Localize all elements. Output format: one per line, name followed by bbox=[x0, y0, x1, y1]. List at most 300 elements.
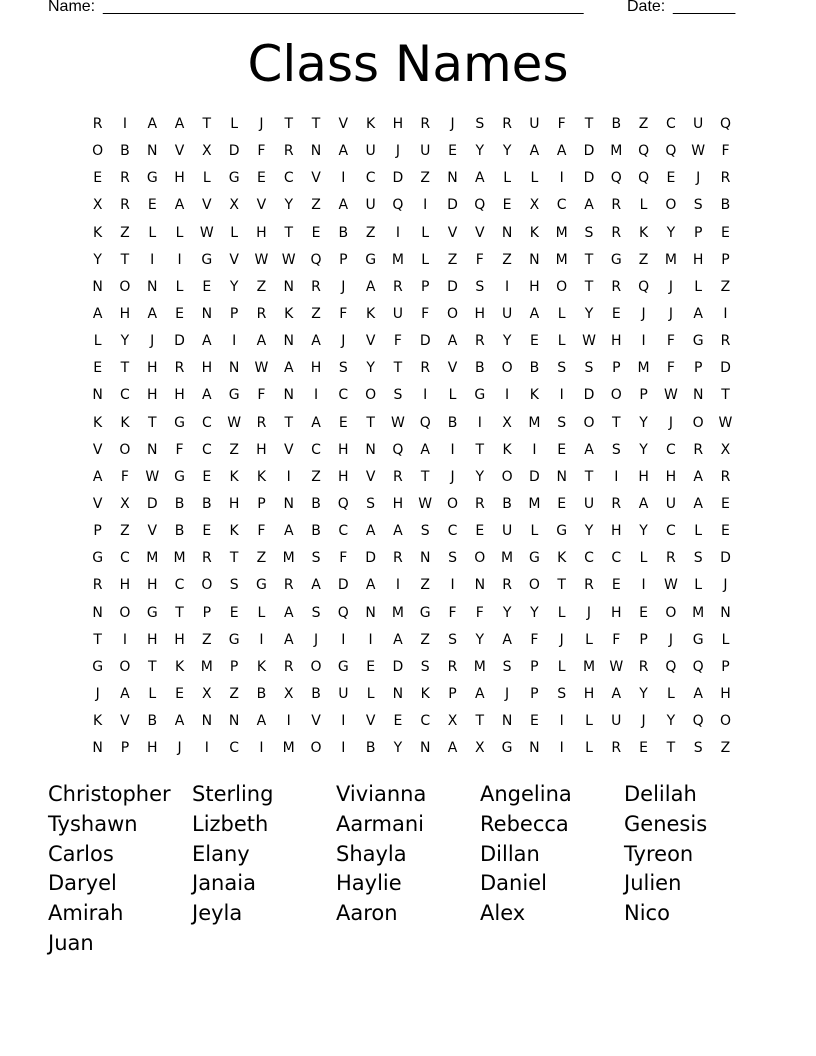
grid-letter[interactable]: L bbox=[557, 305, 566, 322]
grid-letter[interactable]: O bbox=[119, 658, 131, 675]
grid-letter[interactable]: N bbox=[419, 740, 431, 757]
grid-letter[interactable]: I bbox=[395, 224, 400, 241]
grid-letter[interactable]: T bbox=[584, 468, 594, 485]
grid-letter[interactable]: R bbox=[283, 143, 294, 160]
grid-letter[interactable]: S bbox=[311, 604, 321, 621]
grid-letter[interactable]: H bbox=[692, 251, 704, 268]
grid-letter[interactable]: M bbox=[528, 495, 541, 512]
grid-letter[interactable]: E bbox=[202, 523, 212, 540]
grid-letter[interactable]: Q bbox=[638, 278, 650, 295]
grid-letter[interactable]: Z bbox=[120, 224, 130, 241]
grid-letter[interactable]: V bbox=[447, 224, 458, 241]
grid-letter[interactable]: I bbox=[559, 740, 564, 757]
grid-letter[interactable]: N bbox=[365, 604, 376, 621]
grid-letter[interactable]: F bbox=[475, 251, 484, 268]
grid-letter[interactable]: Y bbox=[530, 604, 539, 621]
grid-letter[interactable]: U bbox=[338, 685, 349, 702]
grid-letter[interactable]: V bbox=[365, 713, 376, 730]
grid-letter[interactable]: Y bbox=[639, 523, 648, 540]
grid-letter[interactable]: T bbox=[584, 116, 594, 132]
grid-letter[interactable]: N bbox=[419, 550, 431, 567]
grid-letter[interactable]: Q bbox=[474, 197, 486, 214]
grid-letter[interactable]: P bbox=[93, 523, 102, 540]
grid-letter[interactable]: G bbox=[146, 604, 158, 621]
grid-letter[interactable]: R bbox=[720, 468, 731, 485]
grid-letter[interactable]: O bbox=[719, 713, 731, 730]
grid-letter[interactable]: S bbox=[393, 387, 403, 404]
grid-letter[interactable]: J bbox=[559, 631, 564, 648]
grid-letter[interactable]: W bbox=[718, 414, 733, 431]
grid-letter[interactable]: M bbox=[146, 550, 159, 567]
grid-letter[interactable]: U bbox=[693, 116, 704, 132]
grid-letter[interactable]: J bbox=[668, 278, 673, 295]
grid-letter[interactable]: A bbox=[638, 495, 649, 512]
grid-letter[interactable]: E bbox=[257, 170, 266, 187]
grid-letter[interactable]: T bbox=[284, 116, 293, 132]
grid-letter[interactable]: F bbox=[257, 523, 266, 540]
grid-letter[interactable]: N bbox=[92, 278, 103, 295]
grid-letter[interactable]: H bbox=[256, 441, 267, 458]
grid-letter[interactable]: R bbox=[502, 116, 512, 132]
grid-letter[interactable]: Z bbox=[720, 278, 731, 295]
grid-letter[interactable]: Q bbox=[719, 116, 731, 132]
grid-letter[interactable]: I bbox=[341, 740, 346, 757]
grid-letter[interactable]: A bbox=[92, 305, 103, 322]
grid-letter[interactable]: B bbox=[475, 360, 485, 377]
grid-letter[interactable]: E bbox=[202, 468, 212, 485]
grid-letter[interactable]: B bbox=[611, 116, 622, 132]
grid-letter[interactable]: V bbox=[229, 251, 239, 268]
grid-letter[interactable]: A bbox=[693, 305, 703, 322]
grid-letter[interactable]: D bbox=[583, 143, 595, 160]
grid-letter[interactable]: H bbox=[611, 604, 622, 621]
grid-letter[interactable]: R bbox=[447, 658, 458, 675]
grid-letter[interactable]: I bbox=[341, 713, 346, 730]
grid-letter[interactable]: N bbox=[501, 224, 513, 241]
grid-letter[interactable]: M bbox=[555, 251, 568, 268]
grid-letter[interactable]: T bbox=[475, 441, 485, 458]
grid-letter[interactable]: E bbox=[639, 740, 649, 757]
grid-letter[interactable]: E bbox=[229, 604, 239, 621]
grid-letter[interactable]: M bbox=[391, 251, 404, 268]
grid-letter[interactable]: D bbox=[392, 170, 404, 187]
grid-letter[interactable]: S bbox=[584, 360, 594, 377]
grid-letter[interactable]: C bbox=[338, 523, 349, 540]
grid-letter[interactable]: P bbox=[420, 278, 430, 295]
grid-letter[interactable]: Q bbox=[665, 658, 677, 675]
grid-letter[interactable]: C bbox=[420, 713, 431, 730]
grid-letter[interactable]: H bbox=[146, 740, 158, 757]
grid-letter[interactable]: I bbox=[259, 631, 264, 648]
grid-letter[interactable]: B bbox=[720, 197, 731, 214]
grid-letter[interactable]: P bbox=[612, 360, 621, 377]
grid-letter[interactable]: L bbox=[585, 631, 593, 648]
grid-letter[interactable]: K bbox=[174, 658, 185, 675]
grid-letter[interactable]: K bbox=[638, 224, 649, 241]
grid-letter[interactable]: L bbox=[148, 224, 157, 241]
grid-letter[interactable]: X bbox=[120, 495, 130, 512]
grid-letter[interactable]: U bbox=[501, 523, 513, 540]
grid-letter[interactable]: V bbox=[174, 143, 185, 160]
grid-letter[interactable]: T bbox=[311, 116, 321, 132]
grid-letter[interactable]: G bbox=[228, 631, 240, 648]
grid-letter[interactable]: Q bbox=[337, 495, 349, 512]
grid-letter[interactable]: Y bbox=[366, 360, 375, 377]
grid-letter[interactable]: A bbox=[529, 305, 540, 322]
grid-letter[interactable]: S bbox=[475, 116, 485, 132]
grid-letter[interactable]: U bbox=[392, 305, 404, 322]
grid-letter[interactable]: N bbox=[92, 740, 103, 757]
grid-letter[interactable]: Q bbox=[337, 604, 349, 621]
grid-letter[interactable]: P bbox=[693, 360, 703, 377]
grid-letter[interactable]: D bbox=[365, 550, 376, 567]
grid-letter[interactable]: O bbox=[556, 278, 568, 295]
grid-letter[interactable]: J bbox=[150, 333, 155, 350]
grid-letter[interactable]: G bbox=[228, 170, 240, 187]
grid-letter[interactable]: T bbox=[93, 631, 102, 648]
grid-letter[interactable]: H bbox=[338, 441, 349, 458]
grid-letter[interactable]: P bbox=[257, 495, 266, 512]
grid-letter[interactable]: Y bbox=[93, 251, 102, 268]
grid-letter[interactable]: J bbox=[259, 116, 264, 132]
grid-letter[interactable]: H bbox=[119, 577, 131, 594]
grid-letter[interactable]: R bbox=[666, 550, 676, 567]
grid-letter[interactable]: E bbox=[393, 713, 403, 730]
grid-letter[interactable]: Z bbox=[420, 631, 430, 648]
grid-letter[interactable]: G bbox=[501, 740, 513, 757]
grid-letter[interactable]: D bbox=[583, 170, 595, 187]
grid-letter[interactable]: A bbox=[174, 713, 185, 730]
grid-letter[interactable]: F bbox=[612, 631, 621, 648]
grid-letter[interactable]: L bbox=[530, 523, 539, 540]
grid-letter[interactable]: V bbox=[447, 360, 458, 377]
grid-letter[interactable]: S bbox=[693, 550, 703, 567]
grid-letter[interactable]: M bbox=[501, 550, 514, 567]
grid-letter[interactable]: I bbox=[259, 740, 264, 757]
grid-letter[interactable]: F bbox=[339, 305, 348, 322]
grid-letter[interactable]: T bbox=[147, 414, 157, 431]
grid-letter[interactable]: A bbox=[365, 577, 376, 594]
grid-letter[interactable]: N bbox=[92, 604, 103, 621]
grid-letter[interactable]: S bbox=[366, 495, 376, 512]
grid-letter[interactable]: R bbox=[611, 278, 622, 295]
grid-letter[interactable]: H bbox=[474, 305, 486, 322]
grid-letter[interactable]: A bbox=[420, 441, 430, 458]
grid-letter[interactable]: A bbox=[256, 713, 267, 730]
grid-letter[interactable]: G bbox=[692, 631, 704, 648]
grid-letter[interactable]: A bbox=[502, 631, 512, 648]
grid-letter[interactable]: L bbox=[721, 631, 730, 648]
grid-letter[interactable]: O bbox=[365, 387, 377, 404]
grid-letter[interactable]: Y bbox=[475, 631, 485, 648]
grid-letter[interactable]: G bbox=[610, 251, 622, 268]
grid-letter[interactable]: N bbox=[201, 713, 213, 730]
grid-letter[interactable]: I bbox=[368, 631, 373, 648]
grid-letter[interactable]: I bbox=[723, 305, 728, 322]
grid-letter[interactable]: P bbox=[721, 251, 730, 268]
grid-letter[interactable]: K bbox=[229, 468, 239, 485]
grid-letter[interactable]: I bbox=[450, 441, 455, 458]
grid-letter[interactable]: R bbox=[611, 495, 622, 512]
grid-letter[interactable]: R bbox=[174, 360, 185, 377]
grid-letter[interactable]: Y bbox=[502, 604, 512, 621]
grid-letter[interactable]: X bbox=[475, 740, 485, 757]
grid-letter[interactable]: C bbox=[174, 577, 185, 594]
grid-letter[interactable]: D bbox=[174, 333, 185, 350]
grid-letter[interactable]: J bbox=[341, 333, 346, 350]
grid-letter[interactable]: X bbox=[283, 685, 294, 702]
grid-letter[interactable]: J bbox=[341, 278, 346, 295]
grid-letter[interactable]: E bbox=[311, 224, 321, 241]
grid-letter[interactable]: S bbox=[420, 658, 430, 675]
grid-letter[interactable]: N bbox=[92, 387, 103, 404]
grid-letter[interactable]: W bbox=[199, 224, 214, 241]
grid-letter[interactable]: E bbox=[557, 495, 567, 512]
grid-letter[interactable]: K bbox=[366, 305, 376, 322]
grid-letter[interactable]: M bbox=[637, 360, 650, 377]
grid-letter[interactable]: R bbox=[720, 333, 731, 350]
grid-letter[interactable]: D bbox=[720, 550, 731, 567]
grid-letter[interactable]: X bbox=[447, 713, 458, 730]
grid-letter[interactable]: Y bbox=[229, 278, 239, 295]
grid-letter[interactable]: T bbox=[284, 414, 293, 431]
grid-letter[interactable]: I bbox=[477, 414, 482, 431]
grid-letter[interactable]: F bbox=[721, 143, 730, 160]
grid-letter[interactable]: N bbox=[283, 333, 294, 350]
grid-letter[interactable]: L bbox=[530, 170, 539, 187]
grid-letter[interactable]: S bbox=[693, 740, 703, 757]
grid-letter[interactable]: L bbox=[694, 523, 703, 540]
grid-letter[interactable]: N bbox=[283, 387, 294, 404]
grid-letter[interactable]: L bbox=[666, 685, 675, 702]
grid-letter[interactable]: W bbox=[254, 251, 269, 268]
grid-letter[interactable]: V bbox=[338, 116, 349, 132]
grid-letter[interactable]: A bbox=[202, 387, 212, 404]
grid-letter[interactable]: L bbox=[257, 604, 266, 621]
grid-letter[interactable]: F bbox=[339, 550, 348, 567]
grid-letter[interactable]: K bbox=[420, 685, 430, 702]
grid-letter[interactable]: L bbox=[93, 333, 102, 350]
grid-letter[interactable]: Z bbox=[256, 278, 267, 295]
grid-letter[interactable]: N bbox=[720, 604, 731, 621]
grid-letter[interactable]: G bbox=[174, 468, 185, 485]
grid-letter[interactable]: E bbox=[175, 685, 184, 702]
grid-letter[interactable]: A bbox=[283, 360, 294, 377]
grid-letter[interactable]: H bbox=[174, 631, 185, 648]
grid-letter[interactable]: B bbox=[338, 224, 349, 241]
grid-letter[interactable]: V bbox=[365, 468, 376, 485]
grid-letter[interactable]: P bbox=[339, 251, 348, 268]
grid-letter[interactable]: V bbox=[202, 197, 212, 214]
grid-letter[interactable]: Y bbox=[584, 523, 594, 540]
grid-letter[interactable]: Z bbox=[720, 740, 731, 757]
grid-letter[interactable]: N bbox=[147, 441, 158, 458]
grid-letter[interactable]: W bbox=[390, 414, 405, 431]
grid-letter[interactable]: Z bbox=[311, 468, 321, 485]
grid-letter[interactable]: I bbox=[450, 577, 455, 594]
grid-letter[interactable]: E bbox=[529, 333, 539, 350]
grid-letter[interactable]: T bbox=[420, 468, 430, 485]
grid-letter[interactable]: K bbox=[529, 224, 539, 241]
grid-letter[interactable]: Q bbox=[638, 143, 650, 160]
grid-letter[interactable]: F bbox=[421, 305, 430, 322]
grid-letter[interactable]: J bbox=[450, 116, 455, 132]
grid-letter[interactable]: Y bbox=[639, 414, 648, 431]
grid-letter[interactable]: X bbox=[502, 414, 512, 431]
grid-letter[interactable]: H bbox=[119, 305, 131, 322]
grid-letter[interactable]: C bbox=[665, 441, 676, 458]
grid-letter[interactable]: F bbox=[530, 631, 539, 648]
grid-letter[interactable]: A bbox=[475, 685, 485, 702]
grid-letter[interactable]: K bbox=[284, 305, 294, 322]
grid-letter[interactable]: X bbox=[202, 143, 212, 160]
grid-letter[interactable]: N bbox=[501, 713, 513, 730]
grid-letter[interactable]: Y bbox=[666, 713, 676, 730]
grid-letter[interactable]: B bbox=[174, 495, 185, 512]
name-field-line[interactable]: ______________________________________________________ bbox=[103, 0, 584, 15]
grid-letter[interactable]: R bbox=[474, 333, 485, 350]
grid-letter[interactable]: G bbox=[92, 550, 104, 567]
grid-letter[interactable]: V bbox=[311, 713, 321, 730]
grid-letter[interactable]: H bbox=[611, 333, 622, 350]
grid-letter[interactable]: E bbox=[529, 713, 539, 730]
grid-letter[interactable]: H bbox=[611, 523, 622, 540]
grid-letter[interactable]: R bbox=[720, 170, 731, 187]
grid-letter[interactable]: Y bbox=[502, 143, 512, 160]
grid-letter[interactable]: M bbox=[200, 658, 213, 675]
grid-letter[interactable]: L bbox=[585, 713, 593, 730]
grid-letter[interactable]: O bbox=[446, 495, 459, 512]
grid-letter[interactable]: E bbox=[611, 305, 621, 322]
grid-letter[interactable]: H bbox=[146, 631, 158, 648]
grid-letter[interactable]: E bbox=[721, 495, 730, 512]
grid-letter[interactable]: G bbox=[365, 251, 377, 268]
grid-letter[interactable]: I bbox=[122, 631, 128, 648]
grid-letter[interactable]: S bbox=[448, 631, 457, 648]
grid-letter[interactable]: O bbox=[610, 387, 622, 404]
grid-letter[interactable]: L bbox=[448, 387, 457, 404]
grid-letter[interactable]: T bbox=[120, 251, 130, 268]
grid-letter[interactable]: N bbox=[692, 387, 704, 404]
grid-letter[interactable]: O bbox=[528, 577, 540, 594]
grid-letter[interactable]: V bbox=[256, 197, 267, 214]
grid-letter[interactable]: P bbox=[448, 685, 457, 702]
grid-letter[interactable]: V bbox=[311, 170, 321, 187]
grid-letter[interactable]: I bbox=[204, 740, 209, 757]
grid-letter[interactable]: C bbox=[338, 387, 349, 404]
grid-letter[interactable]: O bbox=[119, 604, 131, 621]
grid-letter[interactable]: R bbox=[256, 414, 267, 431]
grid-letter[interactable]: T bbox=[120, 360, 130, 377]
grid-letter[interactable]: W bbox=[254, 360, 269, 377]
grid-letter[interactable]: O bbox=[474, 550, 486, 567]
grid-letter[interactable]: Z bbox=[229, 441, 239, 458]
grid-letter[interactable]: B bbox=[202, 495, 212, 512]
grid-letter[interactable]: I bbox=[559, 387, 564, 404]
grid-letter[interactable]: A bbox=[338, 197, 349, 214]
grid-letter[interactable]: R bbox=[393, 278, 403, 295]
grid-letter[interactable]: O bbox=[446, 305, 459, 322]
date-field-line[interactable]: _______ bbox=[673, 0, 736, 15]
grid-letter[interactable]: U bbox=[529, 116, 540, 132]
grid-letter[interactable]: R bbox=[638, 658, 649, 675]
grid-letter[interactable]: F bbox=[257, 143, 266, 160]
grid-letter[interactable]: A bbox=[475, 170, 485, 187]
grid-letter[interactable]: H bbox=[146, 577, 158, 594]
grid-letter[interactable]: X bbox=[202, 685, 212, 702]
grid-letter[interactable]: A bbox=[256, 333, 267, 350]
grid-letter[interactable]: R bbox=[611, 224, 622, 241]
grid-letter[interactable]: P bbox=[530, 685, 539, 702]
grid-letter[interactable]: B bbox=[529, 360, 540, 377]
grid-letter[interactable]: K bbox=[120, 414, 130, 431]
grid-letter[interactable]: R bbox=[420, 116, 431, 132]
grid-letter[interactable]: M bbox=[664, 251, 677, 268]
grid-letter[interactable]: A bbox=[174, 197, 185, 214]
grid-letter[interactable]: C bbox=[447, 523, 458, 540]
grid-letter[interactable]: I bbox=[286, 468, 291, 485]
grid-letter[interactable]: I bbox=[505, 387, 510, 404]
grid-letter[interactable]: H bbox=[310, 360, 322, 377]
grid-letter[interactable]: A bbox=[283, 631, 294, 648]
grid-letter[interactable]: H bbox=[174, 170, 185, 187]
grid-letter[interactable]: R bbox=[393, 550, 403, 567]
grid-letter[interactable]: Z bbox=[502, 251, 512, 268]
grid-letter[interactable]: U bbox=[665, 495, 676, 512]
grid-letter[interactable]: N bbox=[283, 278, 294, 295]
grid-letter[interactable]: T bbox=[475, 713, 485, 730]
grid-letter[interactable]: L bbox=[175, 278, 184, 295]
grid-letter[interactable]: J bbox=[586, 604, 592, 621]
grid-letter[interactable]: M bbox=[473, 658, 486, 675]
grid-letter[interactable]: H bbox=[201, 360, 213, 377]
grid-letter[interactable]: R bbox=[92, 116, 103, 132]
grid-letter[interactable]: H bbox=[338, 468, 349, 485]
grid-letter[interactable]: X bbox=[720, 441, 731, 458]
grid-letter[interactable]: H bbox=[256, 224, 267, 241]
grid-letter[interactable]: P bbox=[120, 740, 130, 757]
grid-letter[interactable]: Y bbox=[639, 685, 648, 702]
grid-letter[interactable]: J bbox=[696, 170, 701, 187]
grid-letter[interactable]: L bbox=[557, 333, 566, 350]
grid-letter[interactable]: W bbox=[281, 251, 296, 268]
grid-letter[interactable]: J bbox=[668, 414, 673, 431]
grid-letter[interactable]: O bbox=[92, 143, 104, 160]
grid-letter[interactable]: P bbox=[202, 604, 212, 621]
grid-letter[interactable]: H bbox=[392, 495, 404, 512]
grid-letter[interactable]: A bbox=[92, 468, 103, 485]
grid-letter[interactable]: Z bbox=[420, 170, 430, 187]
grid-letter[interactable]: K bbox=[93, 224, 103, 241]
grid-letter[interactable]: C bbox=[120, 550, 130, 567]
grid-letter[interactable]: T bbox=[584, 278, 594, 295]
grid-letter[interactable]: Y bbox=[393, 740, 403, 757]
grid-letter[interactable]: R bbox=[92, 577, 103, 594]
grid-letter[interactable]: Z bbox=[120, 523, 130, 540]
grid-letter[interactable]: V bbox=[475, 224, 485, 241]
grid-letter[interactable]: A bbox=[120, 685, 130, 702]
grid-letter[interactable]: V bbox=[365, 333, 376, 350]
grid-letter[interactable]: I bbox=[423, 197, 428, 214]
grid-letter[interactable]: R bbox=[693, 441, 704, 458]
grid-letter[interactable]: Y bbox=[666, 224, 676, 241]
grid-letter[interactable]: I bbox=[559, 713, 564, 730]
grid-letter[interactable]: N bbox=[474, 577, 486, 594]
grid-letter[interactable]: D bbox=[447, 278, 458, 295]
grid-letter[interactable]: O bbox=[665, 604, 677, 621]
grid-letter[interactable]: Q bbox=[692, 713, 704, 730]
grid-letter[interactable]: C bbox=[311, 441, 321, 458]
